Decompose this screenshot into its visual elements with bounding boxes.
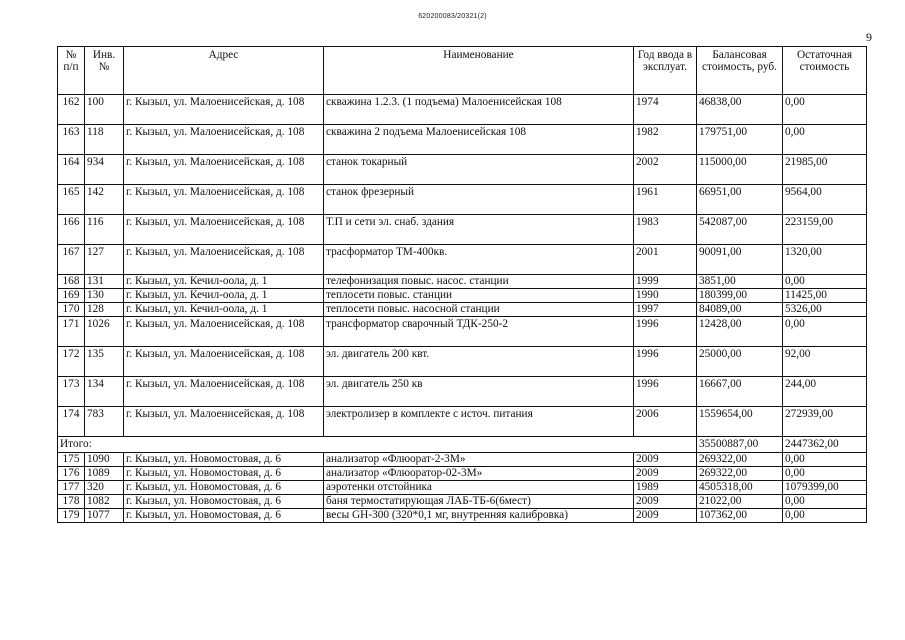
- cell-name: эл. двигатель 250 кв: [324, 377, 634, 407]
- cell-year: 1999: [634, 275, 697, 289]
- cell-residual: 21985,00: [783, 155, 867, 185]
- cell-address: г. Кызыл, ул. Малоенисейская, д. 108: [124, 215, 324, 245]
- cell-residual: 11425,00: [783, 289, 867, 303]
- header-inv: Инв. №: [85, 47, 124, 95]
- cell-no: 179: [58, 509, 85, 523]
- cell-inv: 134: [85, 377, 124, 407]
- cell-address: г. Кызыл, ул. Кечил-оола, д. 1: [124, 289, 324, 303]
- table-row: [58, 245, 867, 275]
- cell-name: Т.П и сети эл. снаб. здания: [324, 215, 634, 245]
- cell-name: теплосети повыс. станции: [324, 289, 634, 303]
- cell-year: 1990: [634, 289, 697, 303]
- header-balance: Балансовая стоимость, руб.: [697, 47, 783, 95]
- cell-inv: 118: [85, 125, 124, 155]
- cell-name: электролизер в комплекте с источ. питания: [324, 407, 634, 437]
- cell-balance: 21022,00: [697, 495, 783, 509]
- cell-address: г. Кызыл, ул. Малоенисейская, д. 108: [124, 347, 324, 377]
- cell-balance: 46838,00: [697, 95, 783, 125]
- cell-inv: 127: [85, 245, 124, 275]
- cell-inv: 116: [85, 215, 124, 245]
- cell-address: г. Кызыл, ул. Малоенисейская, д. 108: [124, 407, 324, 437]
- cell-address: г. Кызыл, ул. Новомостовая, д. 6: [124, 481, 324, 495]
- table-header: [58, 47, 867, 95]
- cell-balance: 3851,00: [697, 275, 783, 289]
- cell-inv: 1082: [85, 495, 124, 509]
- cell-inv: 1090: [85, 453, 124, 467]
- cell-residual: 92,00: [783, 347, 867, 377]
- cell-year: 2009: [634, 453, 697, 467]
- table-row: [58, 185, 867, 215]
- cell-year: 2009: [634, 467, 697, 481]
- cell-residual: 0,00: [783, 317, 867, 347]
- cell-residual: 0,00: [783, 125, 867, 155]
- cell-balance: 66951,00: [697, 185, 783, 215]
- cell-name: трансформатор сварочный ТДК-250-2: [324, 317, 634, 347]
- cell-no: 174: [58, 407, 85, 437]
- total-balance: 35500887,00: [697, 437, 783, 453]
- cell-address: г. Кызыл, ул. Малоенисейская, д. 108: [124, 155, 324, 185]
- cell-year: 2006: [634, 407, 697, 437]
- cell-name: трасформатор ТМ-400кв.: [324, 245, 634, 275]
- cell-balance: 12428,00: [697, 317, 783, 347]
- cell-no: 176: [58, 467, 85, 481]
- table-row: [58, 289, 867, 303]
- table-row: [58, 155, 867, 185]
- cell-year: 2009: [634, 495, 697, 509]
- header-address: Адрес: [124, 47, 324, 95]
- cell-balance: 25000,00: [697, 347, 783, 377]
- total-row: [58, 437, 867, 453]
- cell-balance: 269322,00: [697, 453, 783, 467]
- cell-balance: 115000,00: [697, 155, 783, 185]
- cell-balance: 179751,00: [697, 125, 783, 155]
- cell-no: 177: [58, 481, 85, 495]
- cell-year: 2001: [634, 245, 697, 275]
- cell-address: г. Кызыл, ул. Новомостовая, д. 6: [124, 509, 324, 523]
- cell-no: 171: [58, 317, 85, 347]
- cell-name: телефонизация повыс. насос. станции: [324, 275, 634, 289]
- cell-no: 169: [58, 289, 85, 303]
- cell-inv: 1026: [85, 317, 124, 347]
- cell-inv: 100: [85, 95, 124, 125]
- cell-balance: 90091,00: [697, 245, 783, 275]
- cell-inv: 934: [85, 155, 124, 185]
- cell-no: 167: [58, 245, 85, 275]
- header-year: Год ввода в эксплуат.: [634, 47, 697, 95]
- cell-year: 1997: [634, 303, 697, 317]
- cell-balance: 1559654,00: [697, 407, 783, 437]
- cell-year: 1989: [634, 481, 697, 495]
- table-row: [58, 467, 867, 481]
- cell-residual: 0,00: [783, 275, 867, 289]
- cell-name: аэротенки отстойника: [324, 481, 634, 495]
- cell-no: 163: [58, 125, 85, 155]
- header-name: Наименование: [324, 47, 634, 95]
- table-body: [58, 95, 867, 523]
- cell-no: 173: [58, 377, 85, 407]
- cell-address: г. Кызыл, ул. Малоенисейская, д. 108: [124, 245, 324, 275]
- cell-inv: 142: [85, 185, 124, 215]
- cell-no: 166: [58, 215, 85, 245]
- cell-year: 1996: [634, 317, 697, 347]
- cell-address: г. Кызыл, ул. Малоенисейская, д. 108: [124, 125, 324, 155]
- cell-name: анализатор «Флюорат-2-3М»: [324, 453, 634, 467]
- total-label: Итого:: [58, 437, 697, 453]
- cell-year: 2009: [634, 509, 697, 523]
- table-row: [58, 509, 867, 523]
- cell-balance: 4505318,00: [697, 481, 783, 495]
- cell-balance: 269322,00: [697, 467, 783, 481]
- cell-no: 170: [58, 303, 85, 317]
- cell-name: эл. двигатель 200 квт.: [324, 347, 634, 377]
- cell-residual: 0,00: [783, 467, 867, 481]
- cell-inv: 130: [85, 289, 124, 303]
- cell-residual: 1320,00: [783, 245, 867, 275]
- cell-balance: 107362,00: [697, 509, 783, 523]
- document-id: 620200083/20321(2): [418, 13, 487, 20]
- cell-year: 1996: [634, 377, 697, 407]
- header-residual: Остаточная стоимость: [783, 47, 867, 95]
- cell-name: скважина 2 подъема Малоенисейская 108: [324, 125, 634, 155]
- cell-year: 2002: [634, 155, 697, 185]
- cell-address: г. Кызыл, ул. Малоенисейская, д. 108: [124, 95, 324, 125]
- table-row: [58, 453, 867, 467]
- cell-residual: 0,00: [783, 509, 867, 523]
- table-row: [58, 215, 867, 245]
- cell-no: 172: [58, 347, 85, 377]
- table-row: [58, 495, 867, 509]
- cell-year: 1982: [634, 125, 697, 155]
- table-row: [58, 407, 867, 437]
- cell-name: скважина 1.2.3. (1 подъема) Малоенисейская 108: [324, 95, 634, 125]
- table-row: [58, 481, 867, 495]
- cell-inv: 1089: [85, 467, 124, 481]
- cell-inv: 320: [85, 481, 124, 495]
- inventory-table: [57, 46, 867, 523]
- table-row: [58, 377, 867, 407]
- cell-no: 168: [58, 275, 85, 289]
- cell-residual: 0,00: [783, 95, 867, 125]
- cell-balance: 84089,00: [697, 303, 783, 317]
- cell-name: теплосети повыс. насосной станции: [324, 303, 634, 317]
- cell-residual: 5326,00: [783, 303, 867, 317]
- cell-inv: 1077: [85, 509, 124, 523]
- cell-residual: 244,00: [783, 377, 867, 407]
- table-row: [58, 303, 867, 317]
- cell-residual: 1079399,00: [783, 481, 867, 495]
- cell-no: 165: [58, 185, 85, 215]
- table-row: [58, 95, 867, 125]
- cell-address: г. Кызыл, ул. Новомостовая, д. 6: [124, 453, 324, 467]
- cell-address: г. Кызыл, ул. Малоенисейская, д. 108: [124, 377, 324, 407]
- cell-no: 178: [58, 495, 85, 509]
- table-row: [58, 347, 867, 377]
- cell-name: весы GH-300 (320*0,1 мг, внутренняя калибровка): [324, 509, 634, 523]
- cell-name: баня термостатирующая ЛАБ-ТБ-6(6мест): [324, 495, 634, 509]
- cell-no: 162: [58, 95, 85, 125]
- page-number: 9: [866, 30, 872, 44]
- cell-address: г. Кызыл, ул. Малоенисейская, д. 108: [124, 317, 324, 347]
- cell-residual: 0,00: [783, 495, 867, 509]
- table-row: [58, 317, 867, 347]
- cell-year: 1983: [634, 215, 697, 245]
- cell-address: г. Кызыл, ул. Малоенисейская, д. 108: [124, 185, 324, 215]
- cell-year: 1974: [634, 95, 697, 125]
- table-row: [58, 275, 867, 289]
- total-residual: 2447362,00: [783, 437, 867, 453]
- cell-year: 1961: [634, 185, 697, 215]
- cell-address: г. Кызыл, ул. Кечил-оола, д. 1: [124, 275, 324, 289]
- cell-address: г. Кызыл, ул. Новомостовая, д. 6: [124, 467, 324, 481]
- cell-balance: 180399,00: [697, 289, 783, 303]
- cell-residual: 0,00: [783, 453, 867, 467]
- cell-inv: 131: [85, 275, 124, 289]
- cell-name: станок токарный: [324, 155, 634, 185]
- table-row: [58, 125, 867, 155]
- cell-no: 164: [58, 155, 85, 185]
- cell-name: станок фрезерный: [324, 185, 634, 215]
- cell-balance: 16667,00: [697, 377, 783, 407]
- cell-inv: 128: [85, 303, 124, 317]
- cell-name: анализатор «Флюоратор-02-3М»: [324, 467, 634, 481]
- cell-residual: 9564,00: [783, 185, 867, 215]
- cell-inv: 135: [85, 347, 124, 377]
- cell-balance: 542087,00: [697, 215, 783, 245]
- cell-year: 1996: [634, 347, 697, 377]
- cell-no: 175: [58, 453, 85, 467]
- cell-residual: 272939,00: [783, 407, 867, 437]
- cell-address: г. Кызыл, ул. Кечил-оола, д. 1: [124, 303, 324, 317]
- cell-inv: 783: [85, 407, 124, 437]
- cell-address: г. Кызыл, ул. Новомостовая, д. 6: [124, 495, 324, 509]
- cell-residual: 223159,00: [783, 215, 867, 245]
- header-no: № п/п: [58, 47, 85, 95]
